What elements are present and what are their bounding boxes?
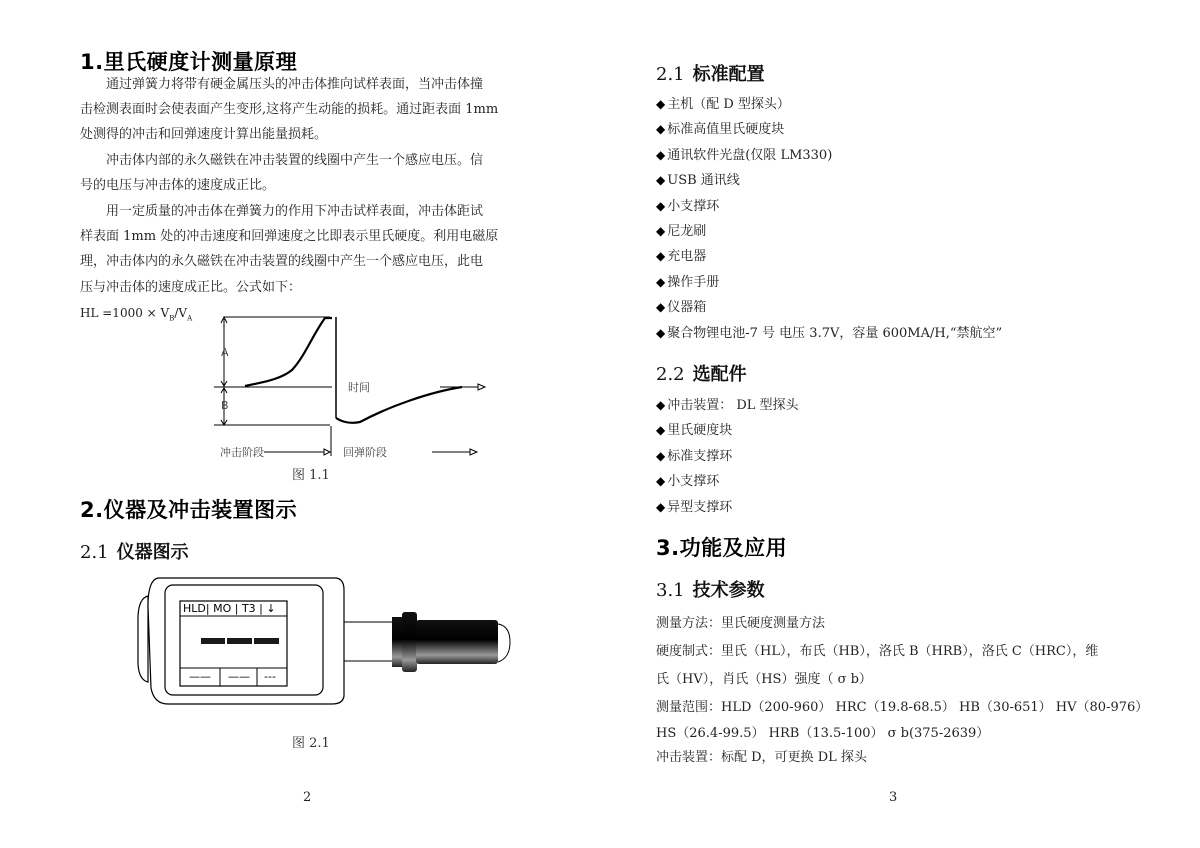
standard-config-list: [656, 92, 1002, 346]
list-item: ◆ 主机（配 D 型探头）: [656, 97, 790, 112]
lcd-softkey-1: ——: [189, 670, 211, 683]
list-item: ◆ 小支撑环: [656, 198, 720, 214]
hardness-scales-line-1: 硬度制式：里氏（HL），布氏（HB），洛氏 B（HRB），洛氏 C（HRC），维: [656, 644, 1099, 659]
lcd-status-bar: HLD| MO | T3 | ↓: [183, 602, 276, 615]
label-impact-phase: 冲击阶段: [220, 446, 264, 459]
label-a: A: [221, 346, 229, 359]
measure-range-line-2: HS（26.4-99.5） HRB（13.5-100） σ b(375-2639）: [656, 726, 990, 741]
diamond-bullet-icon: ◆: [656, 198, 666, 213]
section-1-paragraph-2: 冲击体内部的永久磁铁在冲击装置的线圈中产生一个感应电压。信 号的电压与冲击体的速度成正比。: [80, 153, 484, 194]
measure-method-line: 测量方法：里氏硬度测量方法: [656, 616, 826, 631]
list-item: ◆ 异型支撑环: [656, 499, 733, 515]
diamond-bullet-icon: ◆: [656, 122, 666, 137]
diamond-bullet-icon: ◆: [656, 398, 666, 412]
technical-parameters: [656, 610, 1149, 770]
list-item: ◆ 充电器: [656, 249, 707, 265]
list-item: ◆ 聚合物锂电池-7 号 电压 3.7V，容量 600MA/H,“禁航空”: [656, 325, 1003, 341]
hardness-tester-drawing: [136, 576, 536, 706]
diamond-bullet-icon: ◆: [656, 173, 666, 188]
figure-1-1-waveform: [200, 306, 490, 466]
waveform-diagram: [200, 306, 490, 466]
list-item: ◆ 标准支撑环: [656, 448, 733, 464]
list-item: ◆ 标准高值里氏硬度块: [656, 122, 785, 138]
section-3-title: 3.功能及应用: [656, 536, 788, 560]
list-item: ◆ 仪器箱: [656, 300, 707, 316]
diamond-bullet-icon: ◆: [656, 448, 666, 463]
diamond-bullet-icon: ◆: [656, 147, 666, 162]
list-item: ◆ 小支撑环: [656, 474, 720, 490]
lcd-softkey-2: ——: [228, 670, 250, 683]
device-illustration: [136, 576, 536, 706]
diamond-bullet-icon: ◆: [656, 249, 666, 264]
diamond-bullet-icon: ◆: [656, 97, 666, 111]
section-2-1-title: 2.1 仪器图示: [80, 542, 189, 563]
diamond-bullet-icon: ◆: [656, 474, 666, 489]
figure-1-1-caption: 图 1.1: [292, 468, 330, 483]
section-1-paragraph-1: 通过弹簧力将带有硬金属压头的冲击体推向试样表面，当冲击体撞 击检测表面时会使表面产生变形,这将产生动能的损耗。通过距表面 1mm 处测得的冲击和回弹速度计算出能量损耗。: [80, 77, 499, 143]
label-b: B: [221, 399, 229, 412]
impact-device-line: 冲击装置：标配 D，可更换 DL 探头: [656, 750, 867, 765]
figure-2-1-caption: 图 2.1: [292, 736, 330, 751]
list-item: ◆ 通讯软件光盘(仅限 LM330): [656, 147, 833, 163]
diamond-bullet-icon: ◆: [656, 274, 666, 289]
lcd-softkey-3: ---: [264, 670, 276, 683]
list-item: ◆ 操作手册: [656, 274, 720, 290]
list-item: ◆ 里氏硬度块: [656, 423, 733, 439]
hardness-formula: HL $=1000 \times V_B/V_A$: [80, 306, 193, 323]
list-item: ◆ USB 通讯线: [656, 173, 740, 189]
page-number-right: 3: [889, 790, 898, 805]
label-time: 时间: [348, 381, 370, 394]
down-arrow-icon: ↓: [266, 602, 276, 615]
diamond-bullet-icon: ◆: [656, 223, 666, 238]
page-number-left: 2: [303, 790, 312, 805]
diamond-bullet-icon: ◆: [656, 325, 666, 340]
label-rebound-phase: 回弹阶段: [343, 446, 387, 459]
section-2-2-optional-title: 2.2 选配件: [656, 364, 747, 385]
section-2-1-standard-config-title: 2.1 标准配置: [656, 64, 765, 85]
hardness-scales-line-2: 氏（HV），肖氏（HS）强度（ σ b）: [656, 672, 872, 687]
section-2-title: 2.仪器及冲击装置图示: [80, 498, 298, 522]
right-page: [600, 0, 1200, 848]
list-item: ◆ 尼龙刷: [656, 223, 707, 239]
section-1-paragraph-3: 用一定质量的冲击体在弹簧力的作用下冲击试样表面，冲击体距试 样表面 1mm 处的冲击速度和回弹速度之比即表示里氏硬度。利用电磁原 理，冲击体内的永久磁铁在冲击装置的线圈中产生一个感应电压，此电 压与冲击体的速度成正比。公式如下：: [80, 204, 499, 295]
diamond-bullet-icon: ◆: [656, 300, 666, 315]
optional-accessories-list: [656, 393, 799, 520]
section-1-title: 1.里氏硬度计测量原理: [80, 50, 298, 74]
measure-range-line-1: 测量范围：HLD（200-960） HRC（19.8-68.5） HB（30-651） HV（80-976）: [656, 700, 1149, 715]
list-item: ◆ 冲击装置： DL 型探头: [656, 398, 799, 413]
diamond-bullet-icon: ◆: [656, 499, 666, 514]
diamond-bullet-icon: ◆: [656, 423, 666, 438]
section-3-1-title: 3.1 技术参数: [656, 580, 765, 601]
